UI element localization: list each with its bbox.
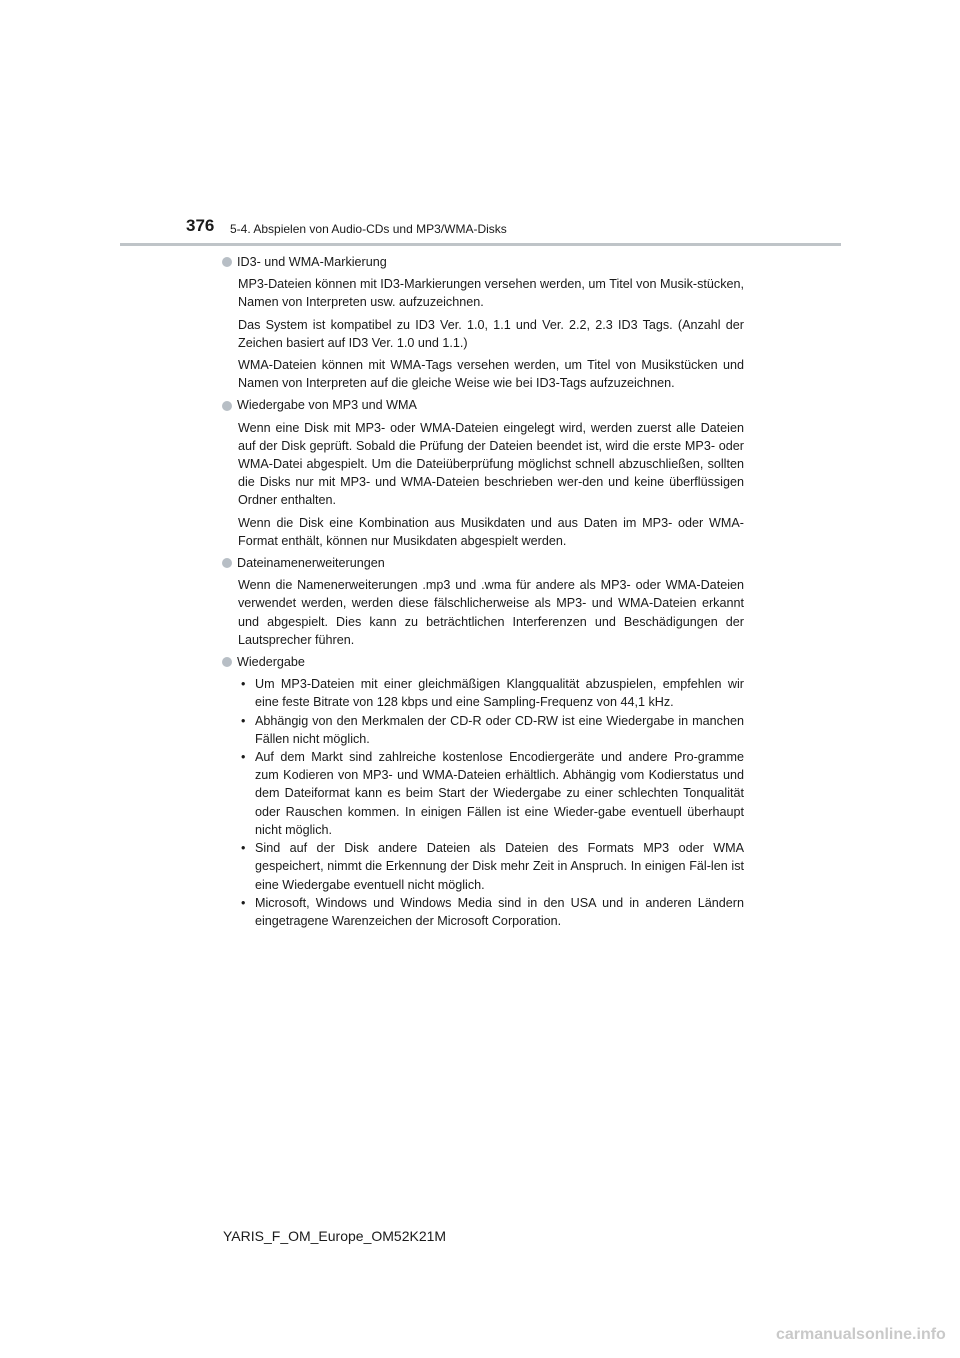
chapter-title: 5-4. Abspielen von Audio-CDs und MP3/WMA-Disks: [230, 222, 507, 236]
bullet-dot-icon: [222, 558, 232, 568]
section-heading-text: Dateinamenerweiterungen: [237, 556, 385, 571]
section-heading-text: Wiedergabe: [237, 655, 305, 670]
section-heading-text: Wiedergabe von MP3 und WMA: [237, 398, 417, 413]
list-marker: •: [241, 841, 246, 856]
paragraph: Wenn die Namenerweiterungen .mp3 und .wma für andere als MP3- oder WMA-Dateien verwendet werden, werden diese fälschlicherweise als MP3- und WMA-Dateien erkannt und abgespielt. Dies kann zu beträchtlichen Interferenzen und Beschädigungen der Lautsprecher führen.: [238, 578, 744, 647]
watermark: carmanualsonline.info: [776, 1326, 946, 1343]
paragraph: Wenn eine Disk mit MP3- oder WMA-Dateien eingelegt wird, werden zuerst alle Dateien auf der Disk geprüft. Sobald die Prüfung der Dateien beendet ist, wird die erste MP3- oder WMA-Datei abgespielt. Um die Dateiüberprüfung möglichst schnell abzuschließen, sollten die Disks nur mit MP3- und WMA-Dateien beschrieben wer-den und keine überflüssigen Ordner enthalten.: [238, 420, 744, 508]
section-id3-wma-tags: [222, 253, 744, 392]
list-marker: •: [241, 677, 246, 692]
section-body: [222, 576, 744, 649]
section-body: [222, 675, 744, 930]
paragraph: Wenn die Disk eine Kombination aus Musikdaten und aus Daten im MP3- oder WMA-Format enthält, können nur Musikdaten abgespielt werden.: [238, 515, 744, 548]
page-content: [222, 253, 744, 930]
list-item: [238, 894, 744, 930]
bullet-dot-icon: [222, 401, 232, 411]
paragraph: Das System ist kompatibel zu ID3 Ver. 1.0, 1.1 und Ver. 2.2, 2.3 ID3 Tags. (Anzahl der Zeichen basiert auf ID3 Ver. 1.0 und 1.1.): [238, 317, 744, 350]
page-number: 376: [186, 216, 215, 235]
list-marker: •: [241, 750, 246, 765]
header-rule: [120, 243, 841, 246]
section-body: [222, 275, 744, 392]
list-item: [238, 675, 744, 711]
section-heading: [222, 554, 744, 572]
paragraph: WMA-Dateien können mit WMA-Tags versehen werden, um Titel von Musikstücken und Namen von Interpreten auf die gleiche Weise wie bei ID3-Tags aufzuzeichnen.: [238, 358, 744, 391]
section-heading: [222, 653, 744, 671]
bullet-dot-icon: [222, 257, 232, 267]
section-heading: [222, 396, 744, 414]
list-item: [238, 712, 744, 748]
section-heading: [222, 253, 744, 271]
list-marker: •: [241, 713, 246, 728]
list-marker: •: [241, 895, 246, 910]
bullet-list: [238, 675, 744, 930]
list-item: [238, 748, 744, 839]
paragraph: MP3-Dateien können mit ID3-Markierungen versehen werden, um Titel von Musik-stücken, Namen von Interpreten usw. aufzuzeichnen.: [238, 277, 744, 310]
section-heading-text: ID3- und WMA-Markierung: [237, 255, 387, 269]
list-item-text: Auf dem Markt sind zahlreiche kostenlose Encodiergeräte und andere Pro-gramme zum Kodieren von MP3- und WMA-Dateien erhältlich. Abhängig vom Kodierstatus und dem Dateiformat kann es beim Start der Wiedergabe zu einer schlechten Tonqualität oder Rauschen kommen. In einigen Fällen ist eine Wieder-gabe eventuell überhaupt nicht möglich.: [255, 750, 744, 837]
list-item-text: Um MP3-Dateien mit einer gleichmäßigen Klangqualität abzuspielen, empfehlen wir eine feste Bitrate von 128 kbps und eine Sampling-Frequenz von 44,1 kHz.: [255, 677, 744, 710]
section-body: [222, 419, 744, 550]
bullet-dot-icon: [222, 657, 232, 667]
list-item-text: Microsoft, Windows und Windows Media sind in den USA und in anderen Ländern eingetragene Warenzeichen der Microsoft Corporation.: [255, 895, 744, 928]
list-item-text: Abhängig von den Merkmalen der CD-R oder CD-RW ist eine Wiedergabe in manchen Fällen nicht möglich.: [255, 713, 744, 746]
section-mp3-wma-playback: [222, 396, 744, 550]
section-playback: [222, 653, 744, 930]
list-item: [238, 839, 744, 894]
list-item-text: Sind auf der Disk andere Dateien als Dateien des Formats MP3 oder WMA gespeichert, nimmt die Erkennung der Disk mehr Zeit in Anspruch. In einigen Fäl-len ist eine Wiedergabe eventuell nicht möglich.: [255, 841, 744, 892]
section-file-extensions: [222, 554, 744, 649]
footer-document-code: YARIS_F_OM_Europe_OM52K21M: [223, 1228, 447, 1244]
